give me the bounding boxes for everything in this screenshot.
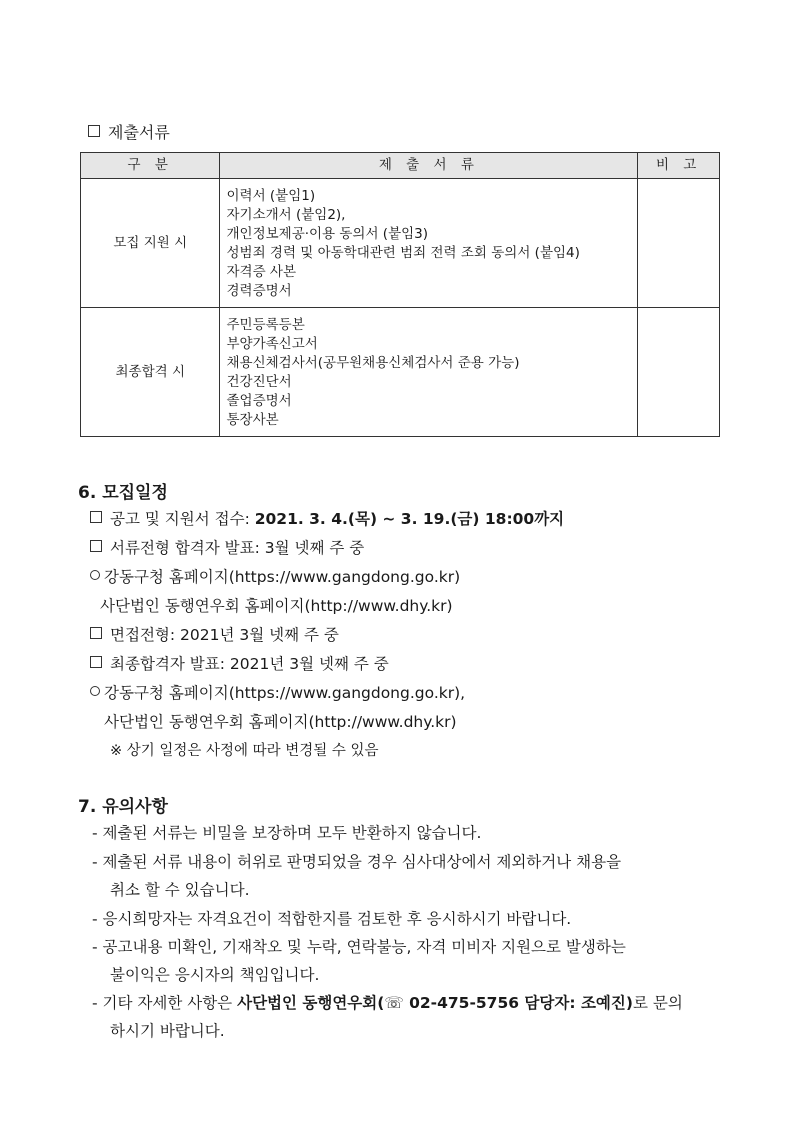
row-category: 최종합격 시 xyxy=(81,308,220,437)
row-document-list xyxy=(220,179,638,308)
row-document-list xyxy=(220,308,638,437)
checkbox-square-icon xyxy=(90,540,102,552)
circle-bullet-icon xyxy=(90,570,100,580)
list-item: 자격증 사본 xyxy=(226,264,296,280)
list-item: 건강진단서 xyxy=(226,374,292,390)
list-item: 개인정보제공·이용 동의서 (붙임3) xyxy=(226,226,429,242)
schedule-item-docs-result: 서류전형 합격자 발표: 3월 넷째 주 중 xyxy=(90,536,364,558)
table-header-row xyxy=(81,153,720,179)
submission-table xyxy=(80,152,720,437)
list-item: 경력증명서 xyxy=(226,283,292,299)
schedule-site-2a: 강동구청 홈페이지(https://www.gangdong.go.kr), xyxy=(90,681,465,703)
circle-bullet-icon xyxy=(90,686,100,696)
header-category: 구 분 xyxy=(81,153,220,179)
caution-item-cont: 불이익은 응시자의 책임입니다. xyxy=(110,966,320,984)
submission-heading: 제출서류 xyxy=(88,120,170,143)
schedule-site-1a: 강동구청 홈페이지(https://www.gangdong.go.kr) xyxy=(90,565,460,587)
contact-info: 사단법인 동행연우회(☏ 02-475-5756 담당자: 조예진) xyxy=(237,994,633,1012)
row-note xyxy=(638,308,720,437)
table-row xyxy=(81,179,720,308)
list-item: 부양가족신고서 xyxy=(226,336,318,352)
list-item: 이력서 (붙임1) xyxy=(226,188,316,204)
row-category: 모집 지원 시 xyxy=(81,179,220,308)
header-documents: 제 출 서 류 xyxy=(220,153,638,179)
list-item: 졸업증명서 xyxy=(226,393,292,409)
caution-item-cont: 취소 할 수 있습니다. xyxy=(110,881,250,899)
checkbox-square-icon xyxy=(90,627,102,639)
checkbox-square-icon xyxy=(90,511,102,523)
list-item: 자기소개서 (붙임2), xyxy=(226,207,346,223)
row-note xyxy=(638,179,720,308)
list-item: 주민등록등본 xyxy=(226,317,305,333)
schedule-notice: ※ 상기 일정은 사정에 따라 변경될 수 있음 xyxy=(110,743,379,759)
table-row xyxy=(81,308,720,437)
caution-item-cont: 하시기 바랍니다. xyxy=(110,1022,225,1040)
list-item: 성범죄 경력 및 아동학대관련 범죄 전력 조회 동의서 (붙임4) xyxy=(226,245,580,261)
header-note: 비 고 xyxy=(638,153,720,179)
caution-item: - 제출된 서류는 비밀을 보장하며 모두 반환하지 않습니다. xyxy=(92,824,482,842)
checkbox-square-icon xyxy=(88,125,100,137)
schedule-site-1b: 사단법인 동행연우회 홈페이지(http://www.dhy.kr) xyxy=(100,597,453,615)
caution-item: - 응시희망자는 자격요건이 적합한지를 검토한 후 응시하시기 바랍니다. xyxy=(92,910,572,928)
caution-item: - 제출된 서류 내용이 허위로 판명되었을 경우 심사대상에서 제외하거나 채용을 xyxy=(92,853,622,871)
cautions-heading: 7. 유의사항 xyxy=(78,797,168,817)
caution-item: - 공고내용 미확인, 기재착오 및 누락, 연락불능, 자격 미비자 지원으로 발생하는 xyxy=(92,938,626,956)
list-item: 통장사본 xyxy=(226,412,279,428)
caution-item-contact: - 기타 자세한 사항은 사단법인 동행연우회(☏ 02-475-5756 담당자: 조예진)로 문의 xyxy=(92,994,683,1012)
schedule-item-final: 최종합격자 발표: 2021년 3월 넷째 주 중 xyxy=(90,652,389,674)
schedule-item-interview: 면접전형: 2021년 3월 넷째 주 중 xyxy=(90,623,339,645)
schedule-heading: 6. 모집일정 xyxy=(78,483,168,503)
list-item: 채용신체검사서(공무원채용신체검사서 준용 가능) xyxy=(226,355,520,371)
checkbox-square-icon xyxy=(90,656,102,668)
schedule-site-2b: 사단법인 동행연우회 홈페이지(http://www.dhy.kr) xyxy=(104,713,457,731)
schedule-item-apply: 공고 및 지원서 접수: 2021. 3. 4.(목) ~ 3. 19.(금) 18:00까지 xyxy=(90,507,564,529)
